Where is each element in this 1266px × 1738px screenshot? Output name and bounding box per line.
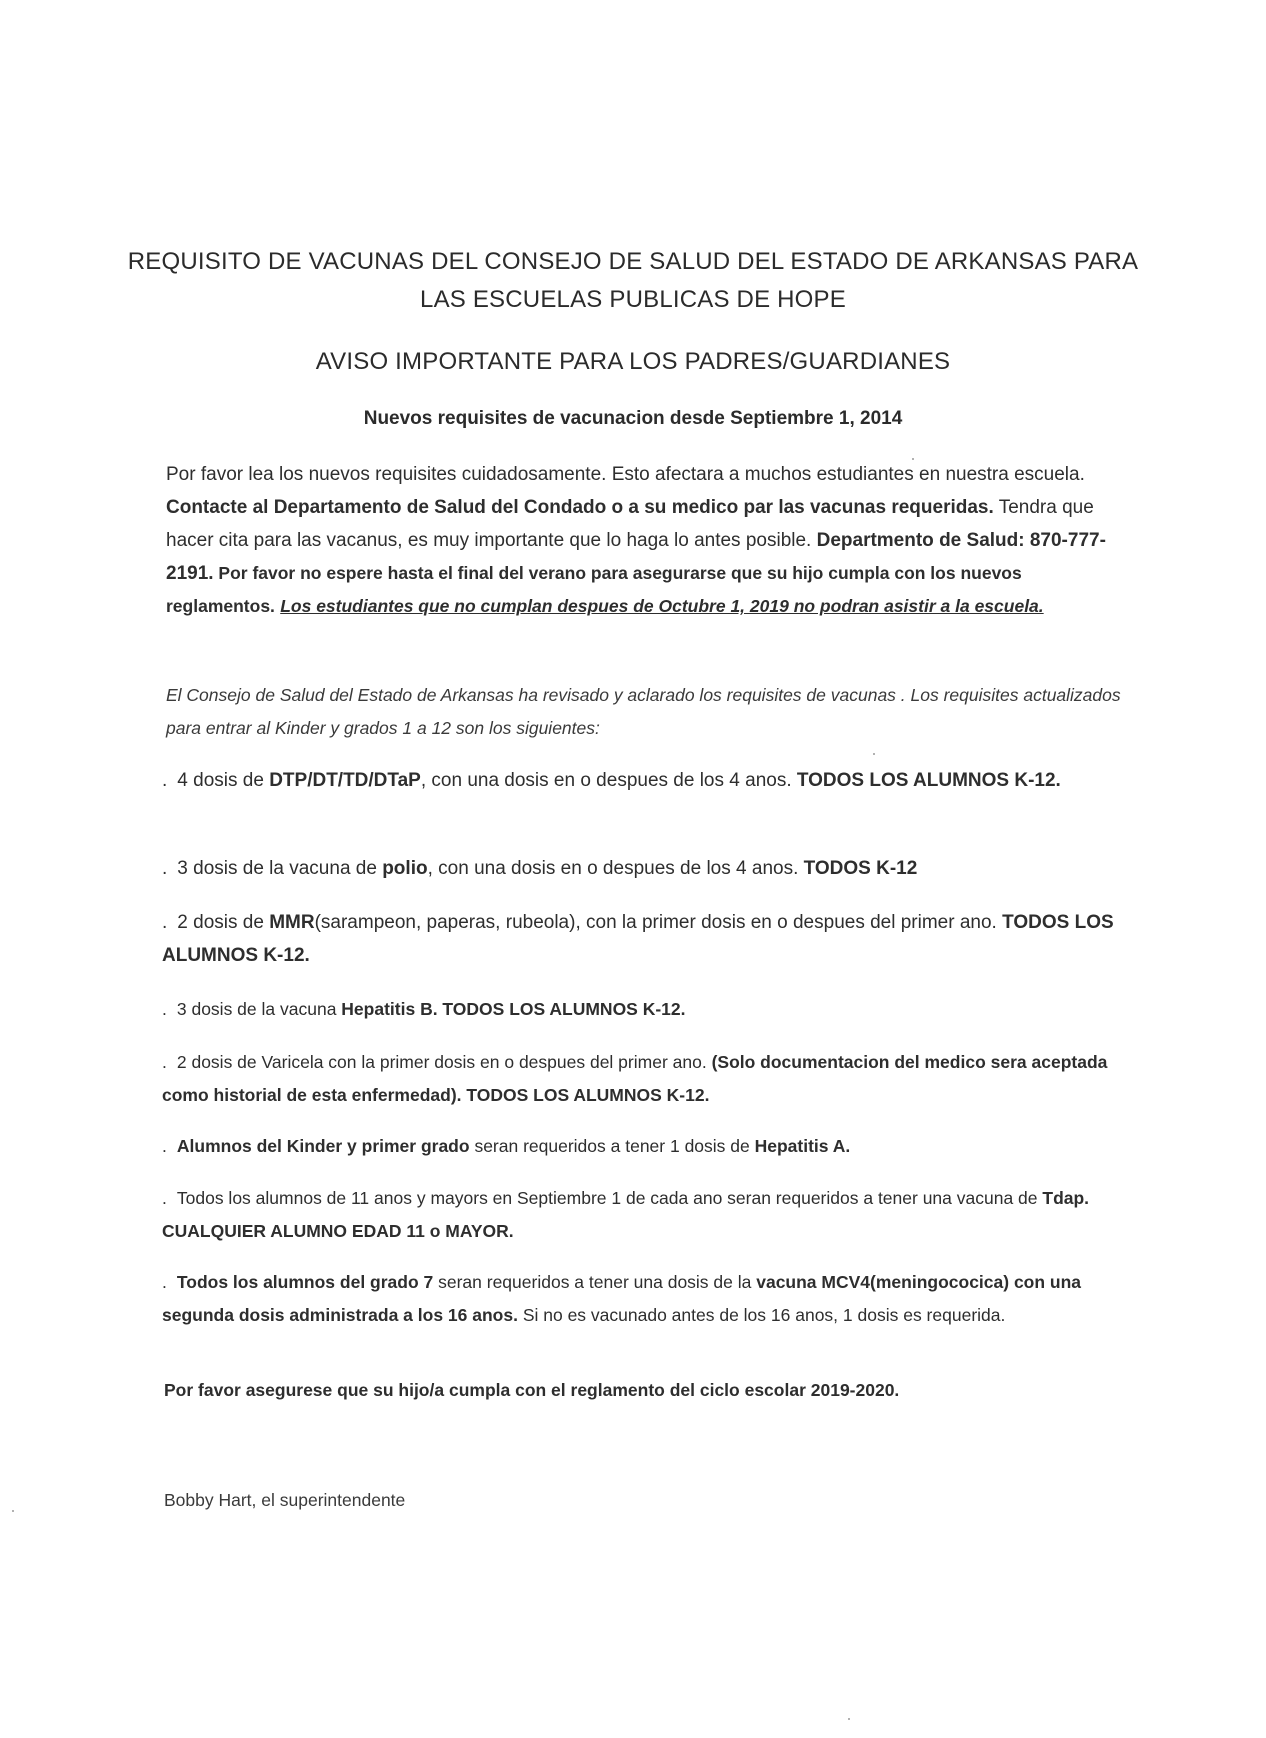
bullet: . <box>162 858 168 879</box>
intro-contact-text: Contacte al Departamento de Salud del Condado o a su medico par las vacunas requeridas. <box>166 497 994 518</box>
intro-text-2: Tendra que hacer cita para las vacanus, es muy importante que lo haga lo antes posible. <box>166 497 1094 551</box>
list-item <box>162 1130 1130 1163</box>
item-text: seran requeridos a tener una dosis de la <box>433 1272 757 1292</box>
item-scope: TODOS K-12 <box>803 858 918 879</box>
notice-heading: AVISO IMPORTANTE PARA LOS PADRES/GUARDIANES <box>315 348 951 375</box>
vaccine-name: polio <box>382 858 428 879</box>
item-text: 3 dosis de la vacuna de <box>177 858 383 879</box>
bullet: . <box>162 1136 167 1156</box>
item-text: 2 dosis de <box>177 912 270 933</box>
item-text: (sarampeon, paperas, rubeola), con la primer dosis en o despues del primer ano. <box>314 912 1003 933</box>
list-item <box>162 852 1130 885</box>
scan-speck <box>873 753 875 755</box>
signature-line: Bobby Hart, el superintendente <box>164 1490 406 1510</box>
item-text: , con una dosis en o despues de los 4 anos. <box>420 770 797 791</box>
item-text: Todos los alumnos de 11 anos y mayors en Septiembre 1 de cada ano seran requeridos a tener una vacuna de <box>176 1188 1043 1208</box>
effective-date-heading: Nuevos requisites de vacunacion desde Septiembre 1, 2014 <box>363 408 903 429</box>
bullet: . <box>162 1272 167 1292</box>
item-text: , con una dosis en o despues de los 4 anos. <box>427 858 804 879</box>
item-text: Si no es vacunado antes de los 16 anos, 1 dosis es requerida. <box>517 1305 1006 1325</box>
item-scope: TODOS LOS ALUMNOS K-12. <box>162 912 1114 966</box>
item-text: seran requeridos a tener 1 dosis de <box>469 1136 755 1156</box>
list-item <box>162 906 1130 972</box>
item-scope: Alumnos del Kinder y primer grado <box>176 1136 470 1156</box>
scan-speck <box>848 1718 850 1720</box>
bullet: . <box>162 770 168 791</box>
vaccine-name: DTP/DT/TD/DTaP <box>269 770 421 791</box>
vaccine-name: Tdap. CUALQUIER ALUMNO EDAD 11 o MAYOR. <box>162 1188 1090 1241</box>
list-item <box>162 764 1130 797</box>
item-text: 4 dosis de <box>177 770 270 791</box>
bullet: . <box>162 912 168 933</box>
closing-statement: Por favor asegurese que su hijo/a cumpla con el reglamento del ciclo escolar 2019-2020. <box>164 1380 900 1400</box>
intro-text-1: Por favor lea los nuevos requisites cuidadosamente. Esto afectara a muchos estudiantes en nuestra escuela. <box>166 464 1085 485</box>
item-text: 3 dosis de la vacuna <box>176 999 342 1019</box>
list-item <box>162 993 1130 1026</box>
list-item <box>162 1046 1130 1112</box>
list-item <box>162 1182 1130 1248</box>
scan-speck <box>12 1510 14 1512</box>
item-scope: TODOS LOS ALUMNOS K-12. <box>796 770 1061 791</box>
attendance-warning: Los estudiantes que no cumplan despues de Octubre 1, 2019 no podran asistir a la escuela. <box>280 596 1044 616</box>
vaccine-name: Hepatitis A. <box>754 1136 851 1156</box>
document-title-line-1: REQUISITO DE VACUNAS DEL CONSEJO DE SALUD DEL ESTADO DE ARKANSAS PARA <box>127 248 1139 275</box>
vaccine-name: Hepatitis B. TODOS LOS ALUMNOS K-12. <box>341 999 686 1019</box>
requirements-intro: El Consejo de Salud del Estado de Arkansas ha revisado y aclarado los requisites de vacunas . Los requisites actualizados para entrar al Kinder y grados 1 a 12 son los siguientes: <box>166 685 1121 738</box>
bullet: . <box>162 1188 167 1208</box>
vaccine-name: MMR <box>269 912 315 933</box>
vaccine-name: vacuna MCV4(meningococica) con una segunda dosis administrada a los 16 anos. <box>162 1272 1082 1325</box>
intro-deadline-text: Por favor no espere hasta el final del verano para asegurarse que su hijo cumpla con los nuevos reglamentos. <box>166 563 1022 616</box>
item-scope: (Solo documentacion del medico sera aceptada como historial de esta enfermedad). TODOS LOS ALUMNOS K-12. <box>162 1052 1108 1105</box>
intro-paragraph <box>166 458 1126 623</box>
bullet: . <box>162 1052 167 1072</box>
document-title-line-2: LAS ESCUELAS PUBLICAS DE HOPE <box>420 286 846 313</box>
health-department-phone: Departmento de Salud: 870-777-2191. <box>166 530 1106 584</box>
item-scope: Todos los alumnos del grado 7 <box>176 1272 434 1292</box>
list-item <box>162 1266 1130 1332</box>
bullet: . <box>162 999 167 1019</box>
scan-speck <box>912 458 914 460</box>
item-text: 2 dosis de Varicela con la primer dosis en o despues del primer ano. <box>176 1052 712 1072</box>
